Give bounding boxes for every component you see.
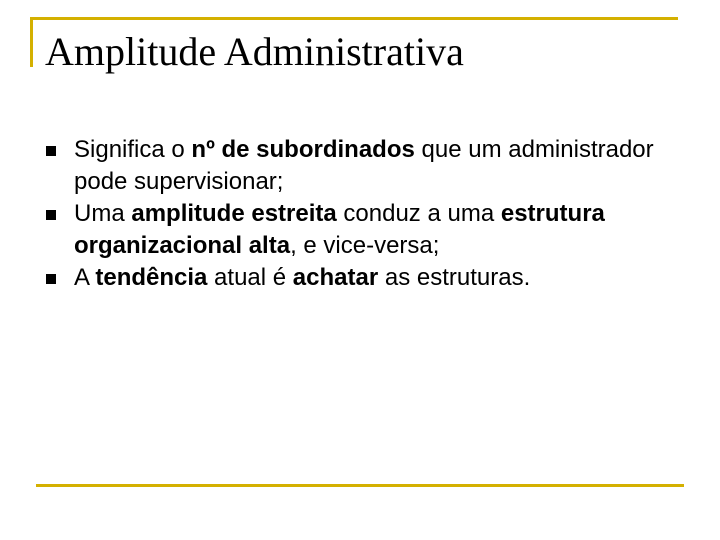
frame-left-rule <box>30 17 33 67</box>
frame-bottom-rule <box>36 484 684 487</box>
bullet-segment: que um administrador pode supervisionar; <box>74 136 654 195</box>
bullet-segment-bold: estrutura organizacional alta <box>74 200 605 259</box>
bullet-segment: Uma <box>74 200 132 227</box>
bullet-item <box>45 262 685 294</box>
bullet-segment-bold: nº de subordinados <box>191 136 415 163</box>
bullet-segment: conduz a uma <box>336 200 501 227</box>
bullet-segment-bold: amplitude estreita <box>131 200 337 227</box>
bullet-segment: , e vice-versa; <box>290 232 440 259</box>
slide-title: Amplitude Administrativa <box>45 29 464 74</box>
bullet-segment: as estruturas. <box>378 264 531 291</box>
bullet-text <box>74 136 654 195</box>
bullet-segment-bold: achatar <box>292 264 379 291</box>
bullet-item <box>45 198 685 262</box>
bullet-segment: A <box>74 264 96 291</box>
bullet-segment: Significa o <box>74 136 192 163</box>
square-bullet-icon <box>46 274 56 284</box>
bullet-text <box>74 200 605 259</box>
bullet-text <box>74 264 530 291</box>
square-bullet-icon <box>46 210 56 220</box>
bullet-segment: atual é <box>207 264 293 291</box>
bullet-list <box>45 134 685 294</box>
frame-top-rule <box>30 17 678 20</box>
square-bullet-icon <box>46 146 56 156</box>
bullet-segment-bold: tendência <box>95 264 208 291</box>
bullet-item <box>45 134 685 198</box>
